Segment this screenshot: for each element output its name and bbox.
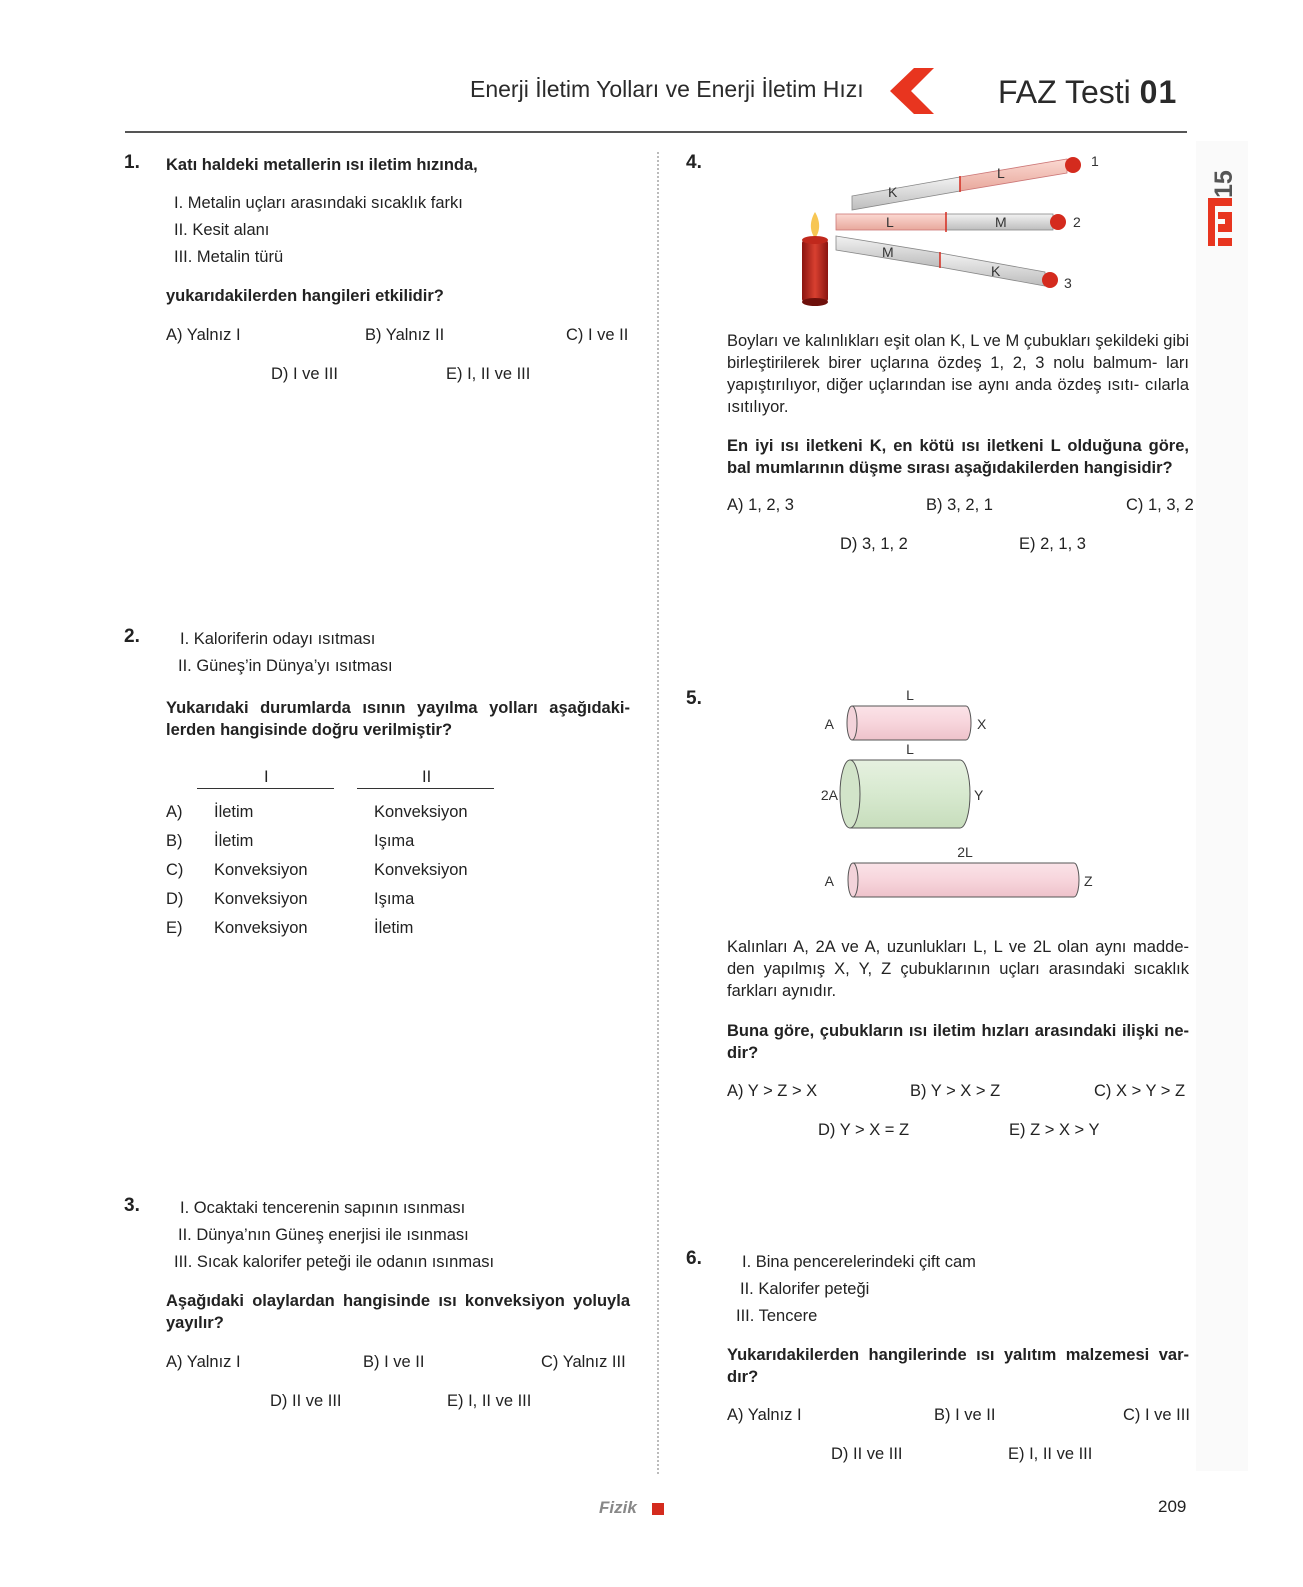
q5-option-c[interactable]: C) X > Y > Z xyxy=(1094,1082,1186,1100)
q4-rod3-label-b: K xyxy=(991,263,1001,279)
q2-row-c-c2: Konveksiyon xyxy=(374,861,468,879)
q4-rod2-label-b: M xyxy=(995,214,1007,230)
q5-option-e[interactable]: E) Z > X > Y xyxy=(1009,1121,1100,1139)
q2-item: II. Güneş’in Dünya’yı ısıtması xyxy=(178,657,393,675)
chevron-left-icon xyxy=(890,68,934,114)
q2-row-d-c2: Işıma xyxy=(374,890,415,908)
q5-rod-z xyxy=(825,844,1093,897)
footer-square-icon xyxy=(652,1503,664,1515)
q2-col-header-1: I xyxy=(264,768,269,786)
q3-question: Aşağıdaki olaylardan hangisinde ısı konveksiyon yoluyla yayılır? xyxy=(166,1292,630,1332)
q2-item: I. Kaloriferin odayı ısıtması xyxy=(180,630,376,648)
test-number: 01 xyxy=(1139,74,1178,110)
fen-logo-icon xyxy=(1208,198,1232,246)
q5-rod-y-left: 2A xyxy=(820,787,838,803)
q2-row-a-c2: Konveksiyon xyxy=(374,803,468,821)
q5-rod-z-length: 2L xyxy=(957,844,973,860)
q6-option-b[interactable]: B) I ve II xyxy=(934,1406,996,1424)
q2-row-b-c1: İletim xyxy=(214,832,254,850)
q6-question: Yukarıdakilerden hangilerinde ısı yalıtım malzemesi var- dır? xyxy=(727,1346,1189,1386)
q5-stem: Kalınları A, 2A ve A, uzunlukları L, L ve 2L olan aynı madde- den yapılmış X, Y, Z çubuklarının uçları arasındaki sıcaklık farkları aynıdır. xyxy=(727,938,1189,1000)
q6-option-e[interactable]: E) I, II ve III xyxy=(1008,1445,1093,1463)
q2-question: Yukarıdaki durumlarda ısının yayılma yolları aşağıdaki- lerden hangisinde doğru verilmiştir? xyxy=(166,699,630,739)
q4-figure xyxy=(800,150,1120,320)
q5-rod-x-right: X xyxy=(977,716,987,732)
q4-rod-2 xyxy=(836,212,1081,232)
q5-rod-y-right: Y xyxy=(974,787,984,803)
q1-option-d[interactable]: D) I ve III xyxy=(271,365,338,383)
q3-option-d[interactable]: D) II ve III xyxy=(270,1392,342,1410)
q5-rod-z-right: Z xyxy=(1084,873,1093,889)
q1-item: I. Metalin uçları arasındaki sıcaklık farkı xyxy=(174,194,463,212)
q4-option-e[interactable]: E) 2, 1, 3 xyxy=(1019,535,1086,553)
q2-row-d-letter[interactable]: D) xyxy=(166,890,184,908)
q4-rod1-label-b: L xyxy=(997,165,1005,181)
q4-ball-label-3: 3 xyxy=(1064,275,1072,291)
q5-option-b[interactable]: B) Y > X > Z xyxy=(910,1082,1001,1100)
q6-item: II. Kalorifer peteği xyxy=(740,1280,870,1298)
q1-option-b[interactable]: B) Yalnız II xyxy=(365,326,445,344)
q5-rod-x-left: A xyxy=(824,716,834,732)
q1-item: III. Metalin türü xyxy=(174,248,284,266)
test-label: FAZ Testi xyxy=(998,74,1131,110)
q3-item: I. Ocaktaki tencerenin sapının ısınması xyxy=(180,1199,466,1217)
q5-figure xyxy=(820,688,1120,920)
q3-option-b[interactable]: B) I ve II xyxy=(363,1353,425,1371)
side-tab xyxy=(1200,148,1240,258)
side-band xyxy=(1196,141,1248,1471)
q2-col-rule-1 xyxy=(197,788,334,789)
q4-option-b[interactable]: B) 3, 2, 1 xyxy=(926,496,993,514)
q3-item: III. Sıcak kalorifer peteği ile odanın ısınması xyxy=(174,1253,495,1271)
q4-option-c[interactable]: C) 1, 3, 2 xyxy=(1126,496,1194,514)
q4-rod-1 xyxy=(852,153,1099,210)
q6-number: 6. xyxy=(686,1248,702,1269)
q1-question: yukarıdakilerden hangileri etkilidir? xyxy=(166,287,444,305)
q2-row-d-c1: Konveksiyon xyxy=(214,890,308,908)
q5-rod-y xyxy=(821,741,984,828)
q2-number: 2. xyxy=(124,626,140,647)
q4-candle-icon xyxy=(802,212,828,306)
q5-question: Buna göre, çubukların ısı iletim hızları arasındaki ilişki ne- dir? xyxy=(727,1022,1189,1062)
q2-row-b-c2: Işıma xyxy=(374,832,415,850)
q5-rod-z-left: A xyxy=(824,873,834,889)
q5-rod-x xyxy=(825,688,987,740)
q2-row-e-c1: Konveksiyon xyxy=(214,919,308,937)
q1-stem: Katı haldeki metallerin ısı iletim hızında, xyxy=(166,156,478,174)
q6-option-d[interactable]: D) II ve III xyxy=(831,1445,903,1463)
q4-question: En iyi ısı iletkeni K, en kötü ısı iletkeni L olduğuna göre, bal mumlarının düşme sırası aşağıdakilerden hangisidir? xyxy=(727,437,1189,477)
header-rule xyxy=(125,131,1187,133)
q6-option-a[interactable]: A) Yalnız I xyxy=(727,1406,802,1424)
q1-number: 1. xyxy=(124,152,140,173)
q2-row-a-letter[interactable]: A) xyxy=(166,803,183,821)
q4-rod3-label-a: M xyxy=(882,244,894,260)
q4-rod1-label-a: K xyxy=(888,184,898,200)
q4-number: 4. xyxy=(686,152,702,173)
q3-item: II. Dünya’nın Güneş enerjisi ile ısınması xyxy=(178,1226,469,1244)
q2-row-c-letter[interactable]: C) xyxy=(166,861,184,879)
footer-subject: Fizik xyxy=(599,1498,637,1517)
q2-row-b-letter[interactable]: B) xyxy=(166,832,183,850)
q1-option-a[interactable]: A) Yalnız I xyxy=(166,326,241,344)
side-tab-number: 15 xyxy=(1210,170,1238,198)
chapter-title: Enerji İletim Yolları ve Enerji İletim Hızı xyxy=(470,76,864,102)
q6-item: I. Bina pencerelerindeki çift cam xyxy=(742,1253,976,1271)
q4-stem: Boyları ve kalınlıkları eşit olan K, L ve M çubukları şekildeki gibi birleştirilerek birer uçlarına özdeş 1, 2, 3 nolu balmum- ları yapıştırılıyor, diğer uçlarından ise aynı anda özdeş ısıtı- cılarla ısıtılıyor. xyxy=(727,332,1189,416)
q4-rod2-label-a: L xyxy=(886,214,894,230)
q6-option-c[interactable]: C) I ve III xyxy=(1123,1406,1190,1424)
q2-col-header-2: II xyxy=(422,768,432,786)
q5-rod-y-length: L xyxy=(906,741,914,757)
page-number: 209 xyxy=(1158,1497,1187,1516)
q5-rod-x-length: L xyxy=(906,688,914,703)
q2-col-rule-2 xyxy=(357,788,494,789)
q4-option-d[interactable]: D) 3, 1, 2 xyxy=(840,535,908,553)
q5-option-d[interactable]: D) Y > X = Z xyxy=(818,1121,910,1139)
test-heading xyxy=(998,74,1177,111)
q3-number: 3. xyxy=(124,1195,140,1216)
q6-item: III. Tencere xyxy=(736,1307,818,1325)
q4-rod-3 xyxy=(836,236,1072,291)
q1-option-e[interactable]: E) I, II ve III xyxy=(446,365,531,383)
q4-option-a[interactable]: A) 1, 2, 3 xyxy=(727,496,794,514)
q2-row-c-c1: Konveksiyon xyxy=(214,861,308,879)
column-divider xyxy=(657,152,659,1474)
q2-row-a-c1: İletim xyxy=(214,803,254,821)
q2-row-e-letter[interactable]: E) xyxy=(166,919,183,937)
q4-ball-label-1: 1 xyxy=(1091,153,1099,169)
q5-number: 5. xyxy=(686,688,702,709)
q2-row-e-c2: İletim xyxy=(374,919,414,937)
q3-option-c[interactable]: C) Yalnız III xyxy=(541,1353,626,1371)
q5-option-a[interactable]: A) Y > Z > X xyxy=(727,1082,818,1100)
q1-option-c[interactable]: C) I ve II xyxy=(566,326,629,344)
q3-option-a[interactable]: A) Yalnız I xyxy=(166,1353,241,1371)
q3-option-e[interactable]: E) I, II ve III xyxy=(447,1392,532,1410)
q1-item: II. Kesit alanı xyxy=(174,221,270,239)
q4-ball-label-2: 2 xyxy=(1073,214,1081,230)
